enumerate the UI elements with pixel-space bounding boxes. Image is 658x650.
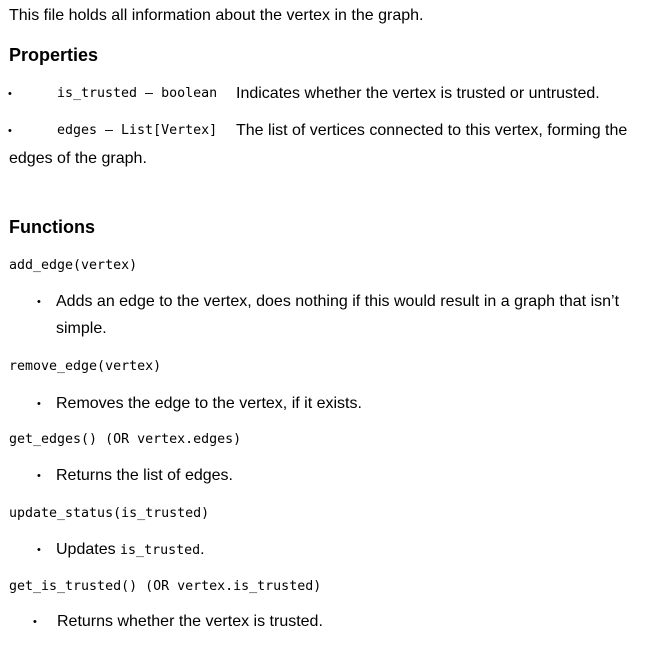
bullet: • bbox=[37, 470, 41, 482]
function-signature: remove_edge(vertex) bbox=[9, 359, 162, 374]
function-description: Adds an edge to the vertex, does nothing if this would result in a graph that isn’t bbox=[56, 293, 620, 310]
property-description: Indicates whether the vertex is trusted or untrusted. bbox=[236, 85, 600, 102]
function-description-continued: simple. bbox=[56, 320, 107, 337]
bullet: • bbox=[37, 296, 41, 308]
intro-text: This file holds all information about the vertex in the graph. bbox=[9, 7, 424, 24]
property-description: The list of vertices connected to this vertex, forming the bbox=[236, 122, 628, 139]
properties-heading: Properties bbox=[9, 45, 99, 65]
bullet: • bbox=[37, 544, 41, 556]
bullet: • bbox=[8, 88, 12, 100]
description-text: . bbox=[200, 541, 205, 558]
function-description: Removes the edge to the vertex, if it exists. bbox=[56, 395, 362, 412]
description-text: Updates bbox=[56, 541, 121, 558]
property-code: edges – List[Vertex] bbox=[57, 123, 218, 138]
function-description: Returns whether the vertex is trusted. bbox=[57, 613, 323, 630]
functions-heading: Functions bbox=[9, 217, 95, 237]
bullet: • bbox=[37, 398, 41, 410]
bullet: • bbox=[33, 616, 37, 628]
function-signature: update_status(is_trusted) bbox=[9, 506, 210, 521]
function-signature: get_is_trusted() (OR vertex.is_trusted) bbox=[9, 579, 322, 594]
bullet: • bbox=[8, 125, 12, 137]
property-code: is_trusted – boolean bbox=[57, 86, 218, 101]
function-description: Returns the list of edges. bbox=[56, 467, 233, 484]
inline-code: is_trusted bbox=[120, 543, 201, 558]
property-description-continued: edges of the graph. bbox=[9, 150, 147, 167]
function-signature: get_edges() (OR vertex.edges) bbox=[9, 432, 242, 447]
function-signature: add_edge(vertex) bbox=[9, 258, 138, 273]
function-description bbox=[56, 540, 205, 561]
